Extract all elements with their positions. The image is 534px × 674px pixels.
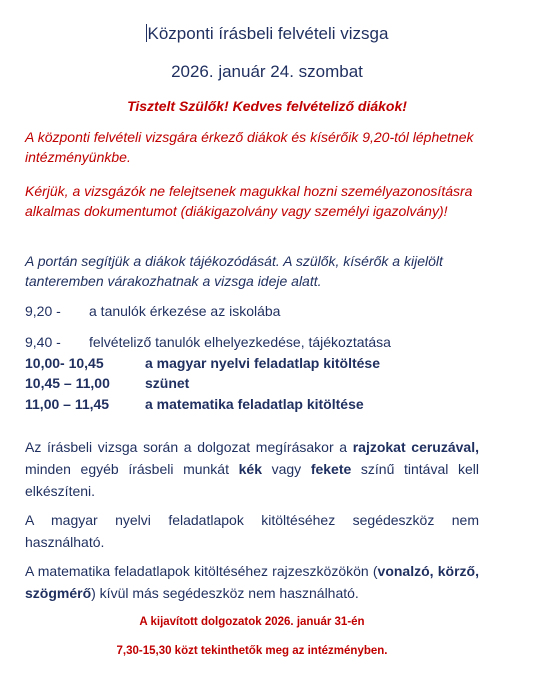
greeting: Tisztelt Szülők! Kedves felvételiző diákok! bbox=[127, 98, 407, 114]
schedule-row bbox=[25, 332, 479, 352]
schedule-row bbox=[25, 373, 479, 393]
footer-line-2: 7,30-15,30 közt tekinthetők meg az intézményben. bbox=[116, 645, 388, 657]
black-ink: fekete bbox=[310, 461, 352, 477]
document-title: Központi írásbeli felvételi vizsga bbox=[147, 24, 389, 43]
schedule-time: 10,45 – 11,00 bbox=[25, 375, 110, 391]
pencil-rule: rajzokat ceruzával, bbox=[352, 439, 479, 455]
schedule-desc: felvételiző tanulók elhelyezkedése, tájékoztatása bbox=[89, 334, 391, 350]
drawing-tools: vonalzó, körző, szögmérő bbox=[25, 563, 479, 601]
schedule-desc: a matematika feladatlap kitöltése bbox=[145, 396, 364, 412]
footer-line-1: A kijavított dolgozatok 2026. január 31-én bbox=[139, 616, 365, 628]
blue-ink: kék bbox=[238, 461, 262, 477]
schedule-row bbox=[25, 301, 479, 321]
schedule-desc: a magyar nyelvi feladatlap kitöltése bbox=[145, 355, 380, 371]
exam-date: 2026. január 24. szombat bbox=[171, 62, 363, 81]
schedule-time: 11,00 – 11,45 bbox=[25, 396, 110, 412]
rules-paragraph-2: A magyar nyelvi feladatlapok kitöltéséhez segédeszköz nem használható. bbox=[25, 512, 479, 550]
schedule-time: 9,20 - bbox=[25, 303, 61, 319]
schedule-row bbox=[25, 394, 479, 414]
rules-paragraph-3: A matematika feladatlapok kitöltéséhez rajzeszközökön (vonalzó, körző, szögmérő) kívül más segédeszköz nem használható. bbox=[25, 563, 479, 601]
intro-paragraph-1: A központi felvételi vizsgára érkező diákok és kísérőik 9,20-tól léphetnek intézményünkbe. bbox=[25, 129, 474, 165]
intro-paragraph-2: Kérjük, a vizsgázók ne felejtsenek magukkal hozni személyazonosításra alkalmas dokumentumot (diákigazolvány vagy személyi igazolvány)! bbox=[25, 183, 473, 219]
schedule-time: 9,40 - bbox=[25, 334, 61, 350]
rules-paragraph-1: Az írásbeli vizsga során a dolgozat megírásakor a rajzokat ceruzával, minden egyéb írásbeli munkát kék vagy fekete színű tintával kell elkészíteni. bbox=[25, 439, 479, 499]
schedule-row bbox=[25, 353, 479, 373]
schedule-desc: szünet bbox=[145, 375, 190, 391]
text-cursor bbox=[146, 24, 147, 42]
schedule-desc: a tanulók érkezése az iskolába bbox=[89, 303, 281, 319]
intro-paragraph-3: A portán segítjük a diákok tájékozódását. A szülők, kísérők a kijelölt tanteremben várakozhatnak a vizsga ideje alatt. bbox=[25, 253, 443, 289]
schedule-time: 10,00- 10,45 bbox=[25, 355, 104, 371]
